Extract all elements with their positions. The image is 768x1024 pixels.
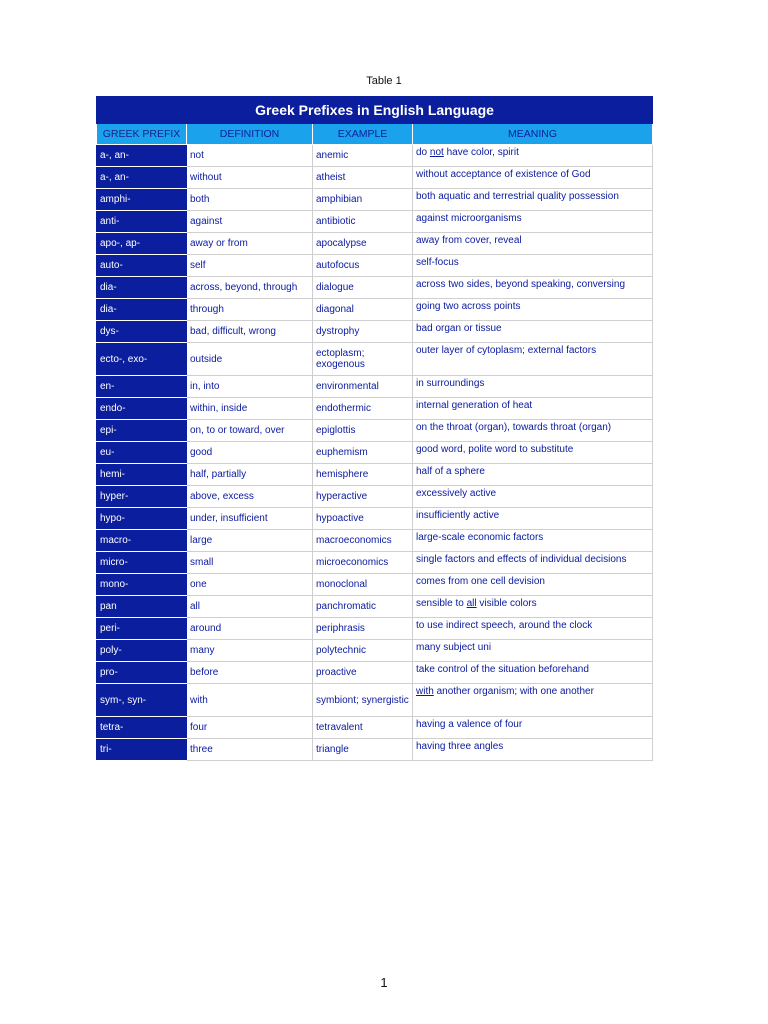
cell-prefix: dia- [97, 299, 187, 321]
cell-prefix: ecto-, exo- [97, 343, 187, 376]
cell-prefix: auto- [97, 255, 187, 277]
cell-meaning: to use indirect speech, around the clock [413, 618, 653, 640]
meaning-text-underlined: all [466, 598, 477, 609]
cell-meaning: in surroundings [413, 376, 653, 398]
table-row [97, 717, 653, 739]
table-title: Greek Prefixes in English Language [97, 97, 653, 124]
cell-definition: against [187, 211, 313, 233]
cell-prefix: poly- [97, 640, 187, 662]
cell-prefix: pan [97, 596, 187, 618]
cell-definition: all [187, 596, 313, 618]
table-row [97, 464, 653, 486]
cell-example: ectoplasm; exogenous [313, 343, 413, 376]
cell-meaning: going two across points [413, 299, 653, 321]
table-row [97, 552, 653, 574]
cell-example: autofocus [313, 255, 413, 277]
cell-definition: small [187, 552, 313, 574]
cell-example: dystrophy [313, 321, 413, 343]
cell-meaning: having a valence of four [413, 717, 653, 739]
table-row [97, 596, 653, 618]
cell-prefix: mono- [97, 574, 187, 596]
cell-example: microeconomics [313, 552, 413, 574]
cell-prefix: amphi- [97, 189, 187, 211]
table-row [97, 255, 653, 277]
cell-definition: self [187, 255, 313, 277]
table-row [97, 167, 653, 189]
table-body [97, 145, 653, 761]
cell-example: endothermic [313, 398, 413, 420]
cell-prefix: micro- [97, 552, 187, 574]
cell-definition: one [187, 574, 313, 596]
cell-prefix: macro- [97, 530, 187, 552]
cell-example: triangle [313, 739, 413, 761]
cell-example: hyperactive [313, 486, 413, 508]
cell-meaning: both aquatic and terrestrial quality possession [413, 189, 653, 211]
cell-meaning: single factors and effects of individual decisions [413, 552, 653, 574]
cell-definition: within, inside [187, 398, 313, 420]
cell-definition: above, excess [187, 486, 313, 508]
cell-definition: half, partially [187, 464, 313, 486]
table-caption: Table 1 [366, 75, 402, 87]
cell-definition: through [187, 299, 313, 321]
cell-meaning: many subject uni [413, 640, 653, 662]
cell-prefix: hypo- [97, 508, 187, 530]
cell-definition: four [187, 717, 313, 739]
cell-meaning: having three angles [413, 739, 653, 761]
cell-example: monoclonal [313, 574, 413, 596]
meaning-text-post: visible colors [476, 598, 537, 609]
meaning-text-underlined: with [416, 686, 434, 697]
cell-definition: good [187, 442, 313, 464]
cell-prefix: dia- [97, 277, 187, 299]
cell-example: periphrasis [313, 618, 413, 640]
cell-prefix: apo-, ap- [97, 233, 187, 255]
table-row [97, 277, 653, 299]
cell-example: anemic [313, 145, 413, 167]
cell-example: polytechnic [313, 640, 413, 662]
table-row [97, 189, 653, 211]
cell-prefix: epi- [97, 420, 187, 442]
table-row [97, 376, 653, 398]
cell-definition: with [187, 684, 313, 717]
cell-example: apocalypse [313, 233, 413, 255]
header-meaning: MEANING [413, 124, 653, 145]
meaning-text-post: another organism; with one another [433, 686, 594, 697]
cell-prefix: tetra- [97, 717, 187, 739]
cell-example: macroeconomics [313, 530, 413, 552]
cell-example: hypoactive [313, 508, 413, 530]
cell-meaning: self-focus [413, 255, 653, 277]
cell-prefix: sym-, syn- [97, 684, 187, 717]
cell-prefix: eu- [97, 442, 187, 464]
table-row [97, 574, 653, 596]
table-row [97, 145, 653, 167]
cell-meaning: on the throat (organ), towards throat (organ) [413, 420, 653, 442]
cell-example: proactive [313, 662, 413, 684]
greek-prefixes-table [96, 96, 653, 761]
cell-prefix: a-, an- [97, 167, 187, 189]
cell-prefix: hyper- [97, 486, 187, 508]
cell-prefix: dys- [97, 321, 187, 343]
cell-meaning: across two sides, beyond speaking, conversing [413, 277, 653, 299]
table-row [97, 486, 653, 508]
cell-meaning: insufficiently active [413, 508, 653, 530]
cell-definition: away or from [187, 233, 313, 255]
cell-example: epiglottis [313, 420, 413, 442]
meaning-text-underlined: not [429, 147, 444, 158]
cell-definition: under, insufficient [187, 508, 313, 530]
cell-definition: large [187, 530, 313, 552]
table-row [97, 343, 653, 376]
cell-definition: in, into [187, 376, 313, 398]
cell-prefix: en- [97, 376, 187, 398]
cell-prefix: peri- [97, 618, 187, 640]
cell-prefix: a-, an- [97, 145, 187, 167]
cell-example: diagonal [313, 299, 413, 321]
cell-meaning: away from cover, reveal [413, 233, 653, 255]
cell-meaning [413, 684, 653, 717]
cell-example: environmental [313, 376, 413, 398]
cell-meaning: excessively active [413, 486, 653, 508]
table-row [97, 618, 653, 640]
cell-definition: on, to or toward, over [187, 420, 313, 442]
table-row [97, 420, 653, 442]
cell-example: dialogue [313, 277, 413, 299]
header-example: EXAMPLE [313, 124, 413, 145]
table-row [97, 662, 653, 684]
table-row [97, 508, 653, 530]
cell-meaning: comes from one cell devision [413, 574, 653, 596]
cell-meaning [413, 145, 653, 167]
cell-meaning: against microorganisms [413, 211, 653, 233]
cell-example: tetravalent [313, 717, 413, 739]
cell-example: symbiont; synergistic [313, 684, 413, 717]
cell-definition: outside [187, 343, 313, 376]
cell-meaning: take control of the situation beforehand [413, 662, 653, 684]
cell-prefix: anti- [97, 211, 187, 233]
cell-meaning: internal generation of heat [413, 398, 653, 420]
table-row [97, 684, 653, 717]
cell-prefix: pro- [97, 662, 187, 684]
table-header-row [97, 124, 653, 145]
table-row [97, 640, 653, 662]
meaning-text-pre: do [416, 147, 430, 158]
table-row [97, 233, 653, 255]
cell-definition: both [187, 189, 313, 211]
cell-example: hemisphere [313, 464, 413, 486]
cell-meaning [413, 596, 653, 618]
cell-meaning: half of a sphere [413, 464, 653, 486]
cell-definition: bad, difficult, wrong [187, 321, 313, 343]
cell-example: antibiotic [313, 211, 413, 233]
header-definition: DEFINITION [187, 124, 313, 145]
meaning-text-pre: sensible to [416, 598, 467, 609]
table-row [97, 739, 653, 761]
cell-example: amphibian [313, 189, 413, 211]
table-row [97, 321, 653, 343]
cell-meaning: without acceptance of existence of God [413, 167, 653, 189]
cell-definition: before [187, 662, 313, 684]
table-row [97, 442, 653, 464]
cell-definition: not [187, 145, 313, 167]
header-greek-prefix: GREEK PREFIX [97, 124, 187, 145]
cell-definition: around [187, 618, 313, 640]
cell-definition: many [187, 640, 313, 662]
cell-definition: across, beyond, through [187, 277, 313, 299]
cell-prefix: tri- [97, 739, 187, 761]
page-number: 1 [380, 975, 388, 990]
cell-definition: three [187, 739, 313, 761]
cell-meaning: outer layer of cytoplasm; external factors [413, 343, 653, 376]
cell-meaning: good word, polite word to substitute [413, 442, 653, 464]
cell-example: panchromatic [313, 596, 413, 618]
table-row [97, 398, 653, 420]
table-title-row [97, 97, 653, 124]
cell-meaning: bad organ or tissue [413, 321, 653, 343]
table-row [97, 211, 653, 233]
table-row [97, 530, 653, 552]
meaning-text-post: have color, spirit [443, 147, 519, 158]
cell-example: atheist [313, 167, 413, 189]
cell-prefix: hemi- [97, 464, 187, 486]
cell-meaning: large-scale economic factors [413, 530, 653, 552]
cell-example: euphemism [313, 442, 413, 464]
cell-prefix: endo- [97, 398, 187, 420]
table-row [97, 299, 653, 321]
cell-definition: without [187, 167, 313, 189]
